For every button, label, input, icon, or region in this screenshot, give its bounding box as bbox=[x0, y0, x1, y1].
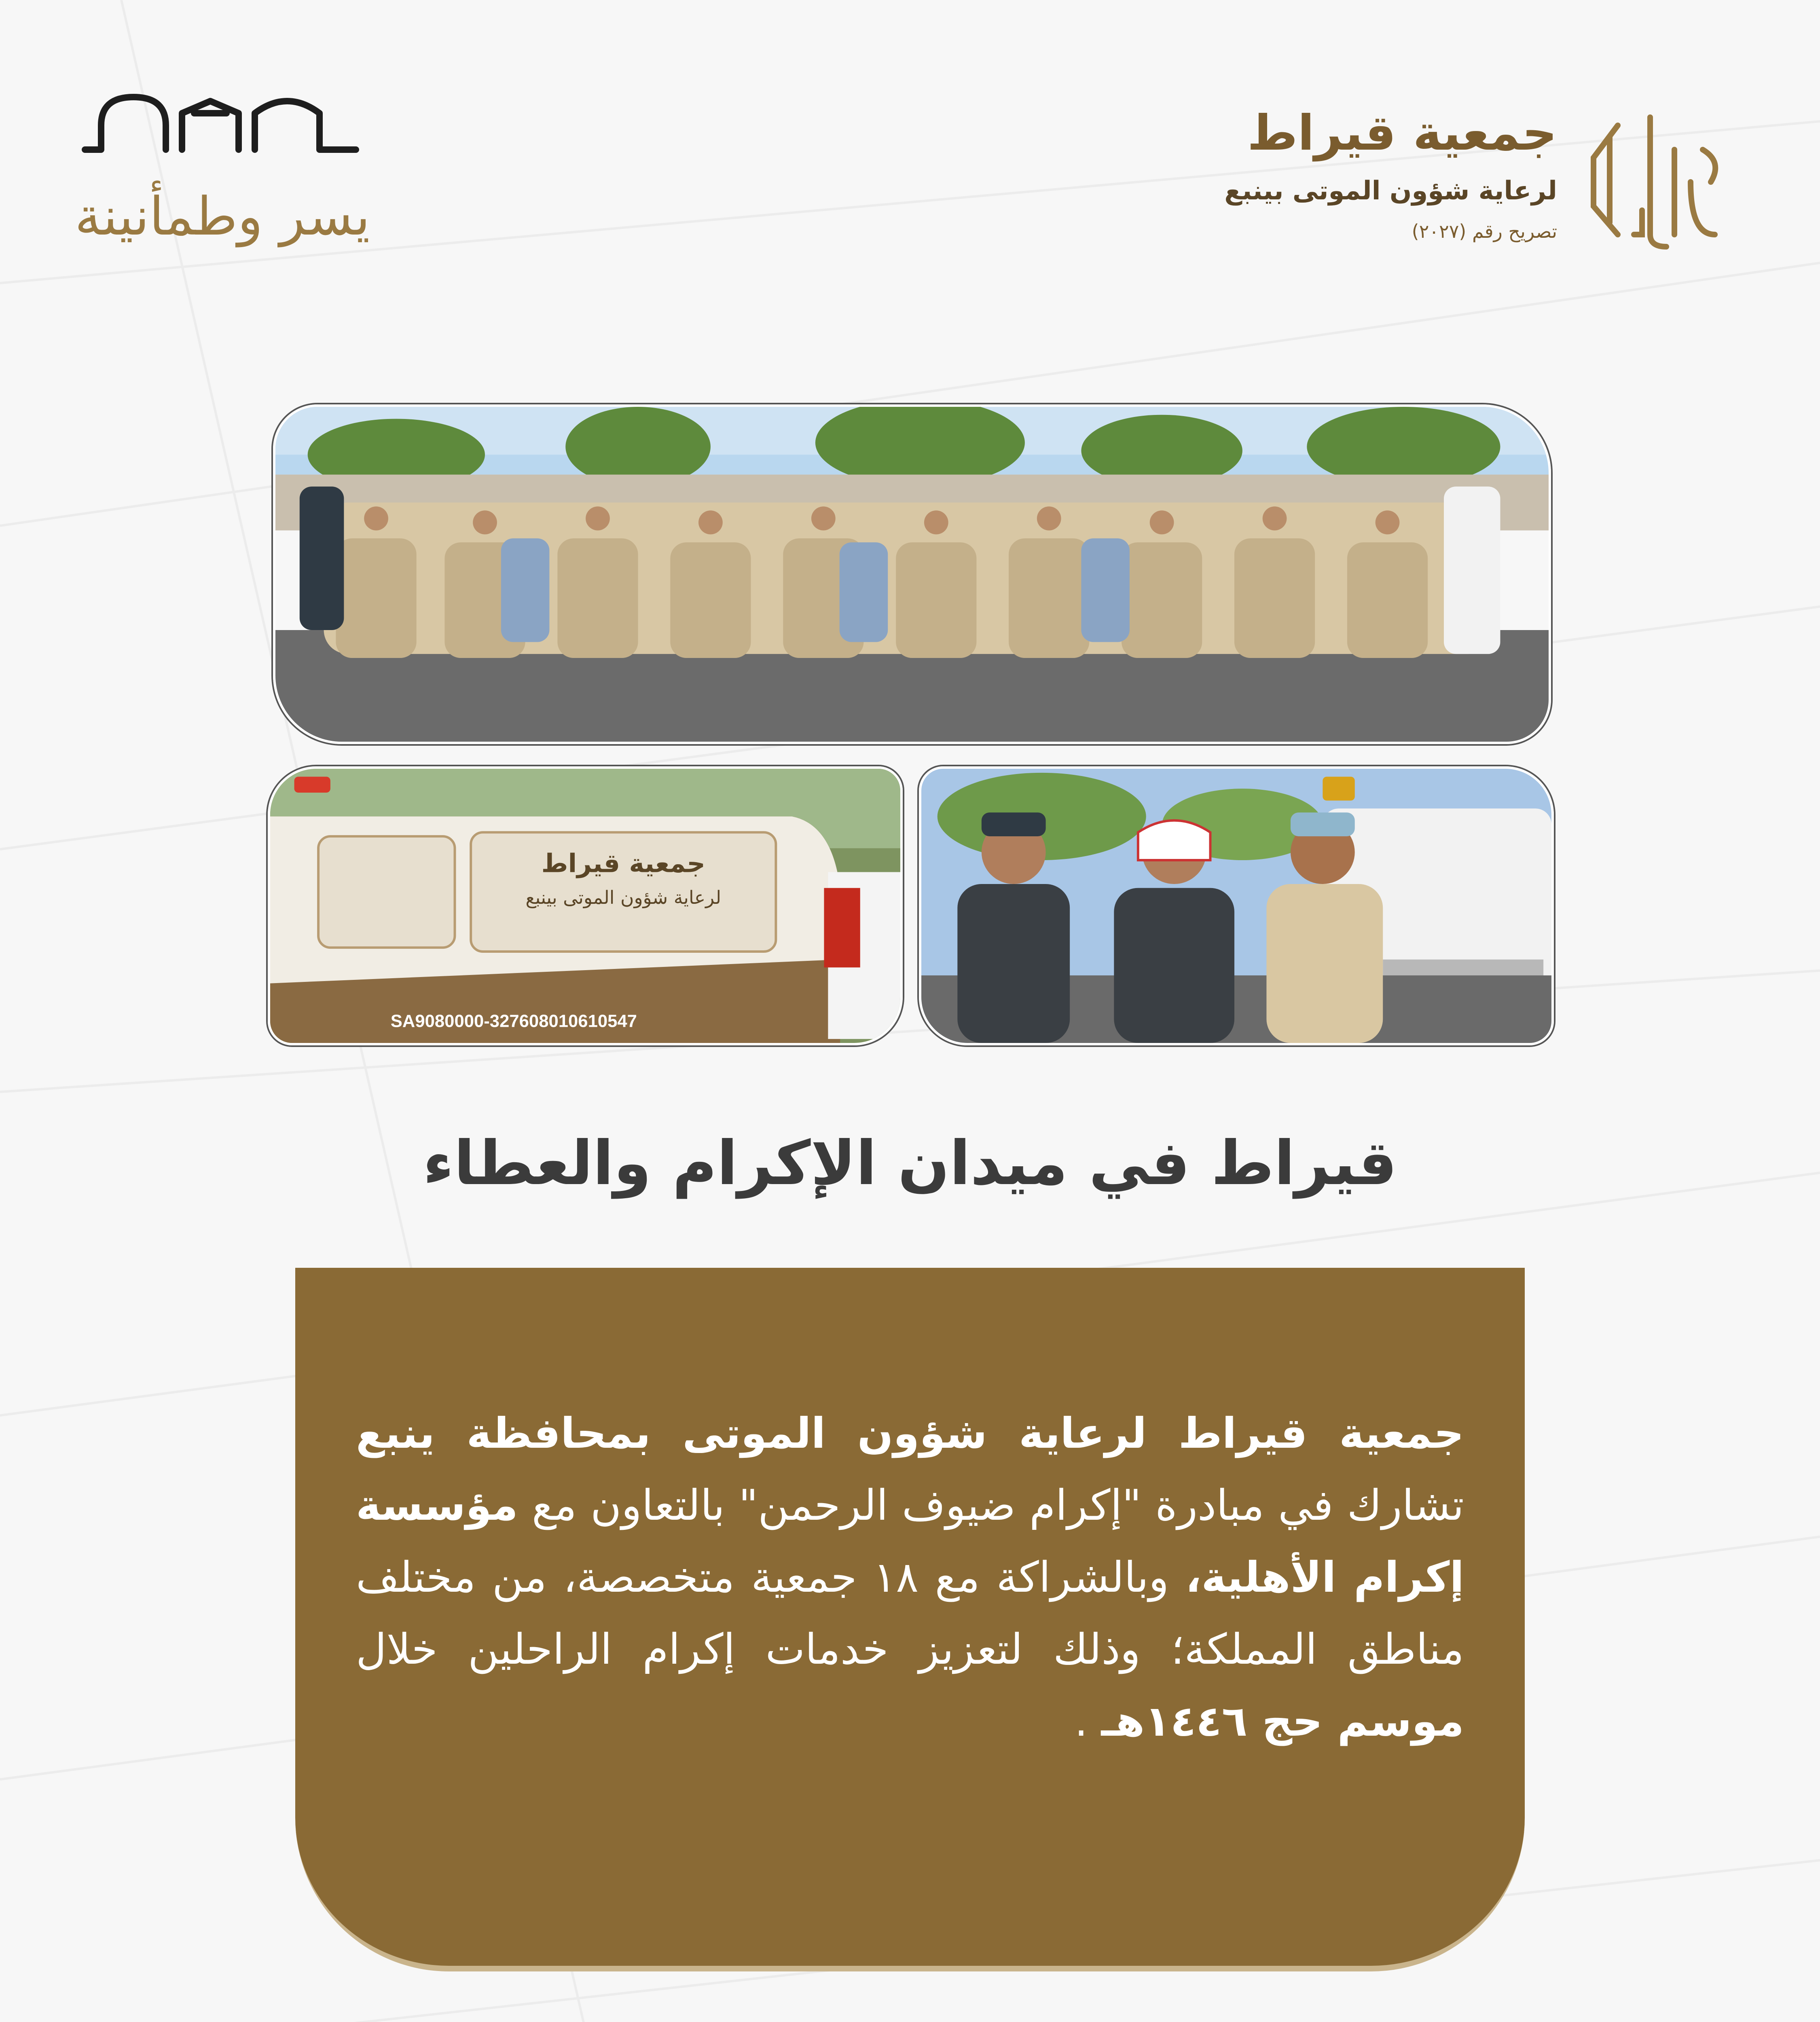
body-text bbox=[356, 1397, 1464, 1757]
van-photo-image bbox=[270, 769, 900, 1043]
van-name: جمعية قيراط bbox=[541, 848, 705, 878]
van-photo bbox=[268, 766, 903, 1045]
van-iban: SA9080000-327608010610547 bbox=[390, 1011, 637, 1031]
team-photo bbox=[919, 766, 1554, 1045]
yusr-logo bbox=[77, 89, 368, 263]
left-logo-text: يسر وطمأنينة bbox=[77, 186, 368, 247]
brand-subtitle: لرعاية شؤون الموتى بينبع bbox=[1224, 176, 1557, 206]
team-photo-image bbox=[921, 769, 1551, 1043]
body-panel bbox=[295, 1268, 1525, 1971]
yusr-wa-tumaanina-logo-icon bbox=[77, 89, 368, 263]
permit-number: تصريح رقم (٢٠٢٧) bbox=[1412, 220, 1557, 242]
body-bold-1: جمعية قيراط لرعاية شؤون الموتى بمحافظة ينبع bbox=[356, 1409, 1464, 1458]
footer bbox=[0, 2018, 1820, 2022]
group-photo bbox=[273, 404, 1551, 744]
body-bold-3: موسم حج ١٤٤٦هـ bbox=[1101, 1696, 1464, 1746]
qirat-logo-icon bbox=[1569, 101, 1739, 263]
body-text-3: . bbox=[1074, 1696, 1101, 1746]
brand-title: جمعية قيراط bbox=[1247, 105, 1557, 161]
body-text-2: وبالشراكة مع ١٨ جمعية متخصصة، من مختلف مناطق المملكة؛ وذلك لتعزيز خدمات إكرام الراحلين خلال bbox=[356, 1552, 1464, 1674]
headline: قيراط في ميدان الإكرام والعطاء bbox=[423, 1128, 1397, 1199]
group-photo-image bbox=[275, 407, 1549, 742]
body-bold-2: مؤسسة إكرام الأهلية، bbox=[356, 1481, 1464, 1602]
body-text-1: تشارك في مبادرة "إكرام ضيوف الرحمن" بالتعاون مع bbox=[518, 1481, 1464, 1530]
qirat-brand bbox=[1224, 101, 1739, 263]
van-sub: لرعاية شؤون الموتى بينبع bbox=[525, 887, 722, 909]
